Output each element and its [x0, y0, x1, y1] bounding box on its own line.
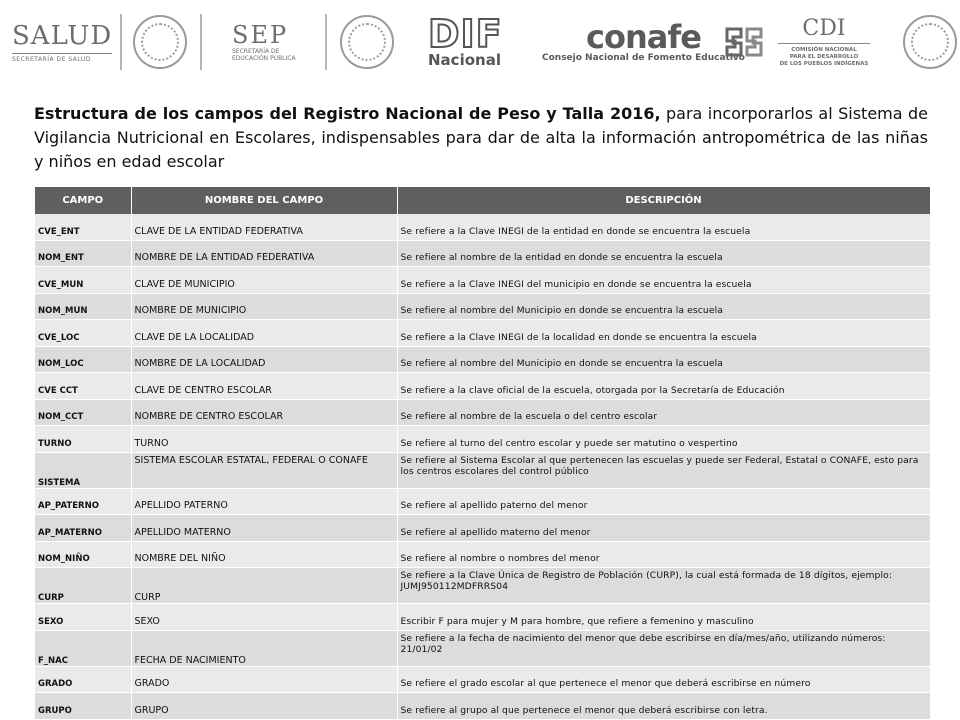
logo-divider — [120, 14, 122, 70]
cell-descripcion: Se refiere al grupo al que pertenece el menor que deberá escribirse con letra. — [397, 693, 930, 720]
table-row — [35, 693, 930, 720]
table-row — [35, 452, 930, 488]
cell-nombre: CLAVE DE CENTRO ESCOLAR — [131, 373, 397, 400]
cell-nombre: CURP — [131, 568, 397, 604]
mexico-seal-right — [340, 0, 394, 84]
cell-nombre: NOMBRE DE LA LOCALIDAD — [131, 346, 397, 373]
table-row — [35, 293, 930, 320]
cell-descripcion: Se refiere al nombre del Municipio en donde se encuentra la escuela — [397, 293, 930, 320]
cell-descripcion: Se refiere al nombre o nombres del menor — [397, 541, 930, 568]
cdi-logo-sub-2: PARA EL DESARROLLO — [789, 53, 859, 60]
logo-strip — [0, 0, 960, 84]
header-campo: CAMPO — [35, 187, 131, 214]
cell-campo: NOM_CCT — [35, 399, 131, 426]
logo-divider — [325, 14, 327, 70]
table-body — [35, 214, 930, 719]
table-row — [35, 541, 930, 568]
cell-campo: TURNO — [35, 426, 131, 453]
mexico-seal-left — [133, 0, 187, 84]
salud-logo-name: SALUD — [12, 20, 113, 51]
page-title-rest: para incorporarlos al Sistema de Vigilancia Nutricional en Escolares, indispensables para dar de alta la información antropométrica de las niñas y niños en edad escolar — [34, 104, 929, 171]
sep-logo-sub-1: SECRETARÍA DE — [232, 48, 280, 55]
cell-nombre: CLAVE DE MUNICIPIO — [131, 267, 397, 294]
table-row — [35, 240, 930, 267]
cell-nombre: NOMBRE DE MUNICIPIO — [131, 293, 397, 320]
table-row — [35, 568, 930, 604]
cell-descripcion: Se refiere a la fecha de nacimiento del menor que debe escribirse en día/mes/año, utilizando números: 21/01/02 — [397, 630, 930, 666]
cdi-logo — [778, 0, 870, 84]
cell-descripcion: Se refiere a la clave oficial de la escuela, otorgada por la Secretaría de Educación — [397, 373, 930, 400]
cell-descripcion: Se refiere al nombre del Municipio en donde se encuentra la escuela — [397, 346, 930, 373]
table-row — [35, 630, 930, 666]
table-row — [35, 604, 930, 631]
cell-campo: CVE CCT — [35, 373, 131, 400]
header-nombre: NOMBRE DEL CAMPO — [131, 187, 397, 214]
logo-divider — [200, 14, 202, 70]
cell-nombre: TURNO — [131, 426, 397, 453]
salud-logo-sub: SECRETARÍA DE SALUD — [12, 53, 112, 63]
table-row — [35, 399, 930, 426]
table-row — [35, 346, 930, 373]
cell-descripcion: Se refiere al nombre de la escuela o del centro escolar — [397, 399, 930, 426]
cdi-logo-sub-3: DE LOS PUEBLOS INDÍGENAS — [779, 60, 869, 67]
cell-descripcion: Se refiere al apellido paterno del menor — [397, 488, 930, 515]
cell-nombre: GRUPO — [131, 693, 397, 720]
dif-logo — [428, 0, 503, 84]
cell-nombre: APELLIDO PATERNO — [131, 488, 397, 515]
cell-descripcion: Se refiere al nombre de la entidad en donde se encuentra la escuela — [397, 240, 930, 267]
table-row — [35, 426, 930, 453]
cell-descripcion: Se refiere al Sistema Escolar al que pertenecen las escuelas y puede ser Federal, Estatal o CONAFE, esto para los centros escolares del control público — [397, 452, 930, 488]
cell-campo: AP_PATERNO — [35, 488, 131, 515]
page-title — [34, 102, 928, 174]
university-seal — [903, 0, 957, 84]
cell-nombre: NOMBRE DEL NIÑO — [131, 541, 397, 568]
cell-campo: CVE_LOC — [35, 320, 131, 347]
header-descripcion: DESCRIPCIÓN — [397, 187, 930, 214]
conafe-logo-name: conafe — [586, 18, 701, 56]
table-row — [35, 320, 930, 347]
sep-logo-sub-2: EDUCACIÓN PÚBLICA — [232, 55, 296, 62]
cell-campo: CURP — [35, 568, 131, 604]
cell-campo: CVE_ENT — [35, 214, 131, 240]
table-row — [35, 666, 930, 693]
conafe-logo-sub: Consejo Nacional de Fomento Educativo — [542, 53, 745, 63]
cell-descripcion: Escribir F para mujer y M para hombre, que refiere a femenino y masculino — [397, 604, 930, 631]
cell-nombre: CLAVE DE LA ENTIDAD FEDERATIVA — [131, 214, 397, 240]
sep-logo-name: SEP — [232, 21, 289, 49]
cell-campo: GRADO — [35, 666, 131, 693]
mexico-seal-icon — [340, 15, 394, 69]
cell-campo: NOM_MUN — [35, 293, 131, 320]
cell-campo: CVE_MUN — [35, 267, 131, 294]
mexico-seal-icon — [133, 15, 187, 69]
cell-nombre: SISTEMA ESCOLAR ESTATAL, FEDERAL O CONAFE — [131, 452, 397, 488]
cell-campo: F_NAC — [35, 630, 131, 666]
page-title-bold: Estructura de los campos del Registro Nacional de Peso y Talla 2016, — [34, 104, 661, 123]
cdi-logo-name: CDI — [802, 15, 846, 41]
sep-logo — [232, 0, 296, 84]
table-row — [35, 373, 930, 400]
cdi-glyph-icon — [724, 25, 764, 59]
cdi-logo-sub-1: COMISIÓN NACIONAL — [791, 46, 857, 53]
dif-logo-sub: Nacional — [428, 51, 501, 69]
cell-nombre: FECHA DE NACIMIENTO — [131, 630, 397, 666]
cell-campo: AP_MATERNO — [35, 515, 131, 542]
table-row — [35, 267, 930, 294]
table-header-row — [35, 187, 930, 214]
conafe-logo — [542, 0, 745, 84]
cell-descripcion: Se refiere al apellido materno del menor — [397, 515, 930, 542]
cell-campo: SEXO — [35, 604, 131, 631]
table-row — [35, 488, 930, 515]
cell-descripcion: Se refiere al turno del centro escolar y puede ser matutino o vespertino — [397, 426, 930, 453]
cell-descripcion: Se refiere a la Clave Única de Registro de Población (CURP), la cual está formada de 18 dígitos, ejemplo: JUMJ950112MDFRRS04 — [397, 568, 930, 604]
cell-nombre: NOMBRE DE CENTRO ESCOLAR — [131, 399, 397, 426]
cell-campo: NOM_ENT — [35, 240, 131, 267]
table-row — [35, 515, 930, 542]
cell-campo: NOM_NIÑO — [35, 541, 131, 568]
cell-nombre: SEXO — [131, 604, 397, 631]
dif-logo-name: DIF — [428, 12, 503, 56]
fields-table — [35, 187, 931, 720]
cell-nombre: APELLIDO MATERNO — [131, 515, 397, 542]
cdi-glyph — [724, 0, 764, 84]
university-seal-icon — [903, 15, 957, 69]
cell-nombre: NOMBRE DE LA ENTIDAD FEDERATIVA — [131, 240, 397, 267]
cell-descripcion: Se refiere a la Clave INEGI del municipio en donde se encuentra la escuela — [397, 267, 930, 294]
cell-descripcion: Se refiere a la Clave INEGI de la entidad en donde se encuentra la escuela — [397, 214, 930, 240]
cell-nombre: GRADO — [131, 666, 397, 693]
salud-logo — [12, 0, 112, 84]
cell-nombre: CLAVE DE LA LOCALIDAD — [131, 320, 397, 347]
cell-descripcion: Se refiere el grado escolar al que pertenece el menor que deberá escribirse en número — [397, 666, 930, 693]
cell-campo: SISTEMA — [35, 452, 131, 488]
table-row — [35, 214, 930, 240]
cell-descripcion: Se refiere a la Clave INEGI de la localidad en donde se encuentra la escuela — [397, 320, 930, 347]
cell-campo: NOM_LOC — [35, 346, 131, 373]
cell-campo: GRUPO — [35, 693, 131, 720]
